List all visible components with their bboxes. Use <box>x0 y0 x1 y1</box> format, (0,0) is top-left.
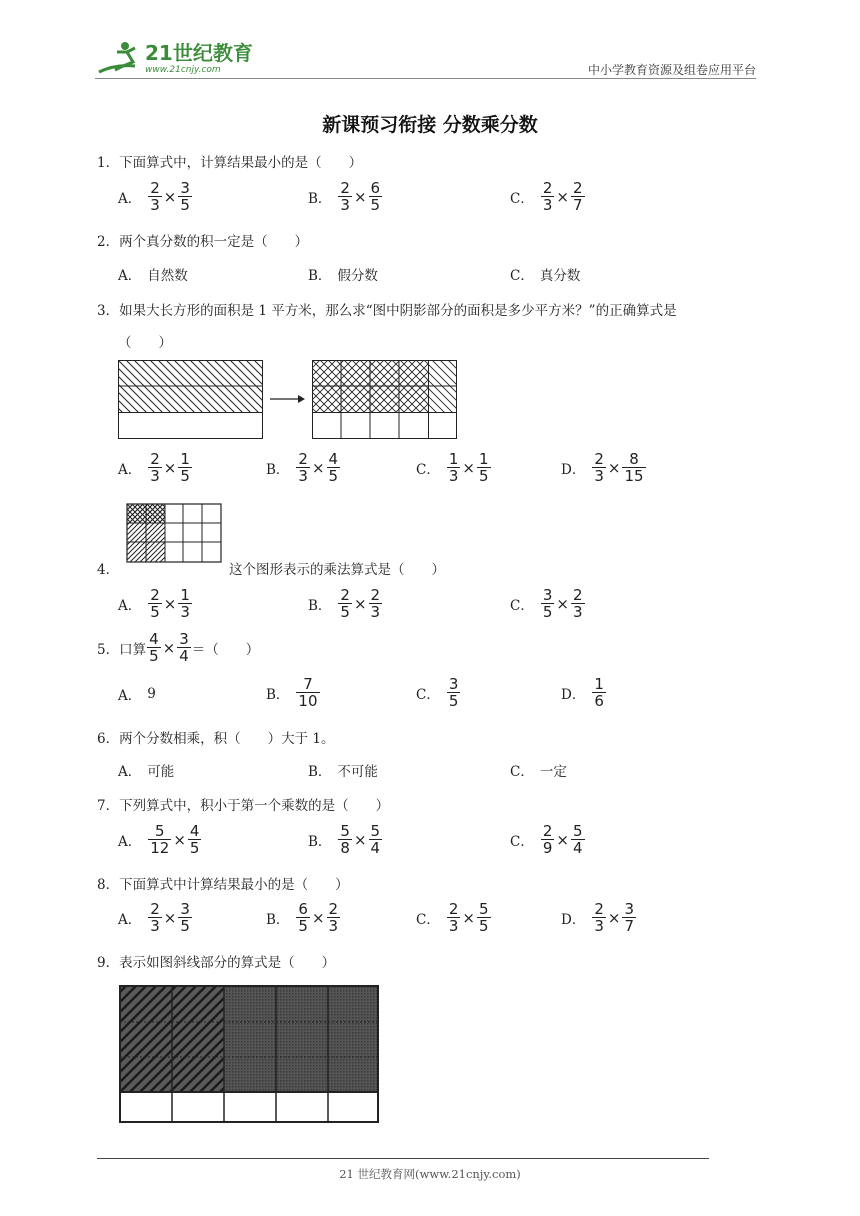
option-label: C． <box>510 190 534 207</box>
fraction: $\frac{2}{3}$ <box>542 179 553 214</box>
q7-option-b[interactable]: B． $\frac{5}{8}$ × $\frac{5}{4}$ <box>308 822 381 857</box>
q2-option-b[interactable]: B． 假分数 <box>308 268 378 284</box>
q4-figure <box>125 502 223 570</box>
q1-option-c[interactable] <box>510 180 586 213</box>
question-2-stem: 2．两个真分数的积一定是（ ） <box>97 234 309 250</box>
q8-option-a[interactable]: A． $\frac{2}{3}$ × $\frac{3}{5}$ <box>118 900 190 935</box>
page-title: 新课预习衔接 分数乘分数 <box>322 114 538 136</box>
question-6-stem: 6．两个分数相乘，积（ ）大于 1。 <box>97 731 335 747</box>
arrow-icon <box>270 390 306 409</box>
question-3-blank: （ ） <box>118 335 172 351</box>
question-4-number: 4． <box>97 562 120 578</box>
q8-option-b[interactable]: B． $\frac{6}{5}$ × $\frac{2}{3}$ <box>266 900 339 935</box>
footer-text[interactable]: 21 世纪教育网(www.21cnjy.com) <box>339 1167 521 1181</box>
header-divider <box>95 78 756 79</box>
q5-option-a[interactable]: A． 9 <box>118 686 156 704</box>
header-platform-text: 中小学教育资源及组卷应用平台 <box>587 63 756 77</box>
q6-option-a[interactable]: A． 可能 <box>118 764 175 780</box>
q1-option-a[interactable] <box>118 180 193 213</box>
question-4-stem: 这个图形表示的乘法算式是（ ） <box>229 562 445 578</box>
q1-option-b[interactable] <box>308 180 383 213</box>
q3-option-b[interactable]: B． $\frac{2}{3}$ × $\frac{4}{5}$ <box>266 450 339 485</box>
q4-option-b[interactable]: B． $\frac{2}{5}$ × $\frac{2}{3}$ <box>308 586 381 621</box>
logo-url: www.21cnjy.com <box>145 65 221 75</box>
site-logo <box>95 36 265 78</box>
q8-option-c[interactable]: C． $\frac{2}{3}$ × $\frac{5}{5}$ <box>416 900 489 935</box>
question-9-stem: 9．表示如图斜线部分的算式是（ ） <box>97 955 336 971</box>
q7-option-c[interactable]: C． $\frac{2}{9}$ × $\frac{5}{4}$ <box>510 822 583 857</box>
times-sign: × <box>556 187 569 206</box>
question-5-stem: 5．口算 $\frac{4}{5}$ × $\frac{3}{4}$ ＝（ ） <box>97 630 260 665</box>
q5-option-d[interactable]: D． $\frac{1}{6}$ <box>561 675 604 710</box>
footer-divider <box>97 1158 709 1159</box>
q7-option-a[interactable]: A． $\frac{5}{12}$ × $\frac{4}{5}$ <box>118 822 200 857</box>
option-label: A． <box>118 190 142 207</box>
fraction: $\frac{6}{5}$ <box>370 179 381 214</box>
question-3-stem: 3．如果大长方形的面积是 1 平方米，那么求“图中阴影部分的面积是多少平方米？”的正确算式是 <box>97 303 677 319</box>
q3-option-c[interactable]: C． $\frac{1}{3}$ × $\frac{1}{5}$ <box>416 450 489 485</box>
fraction: $\frac{2}{3}$ <box>340 179 350 214</box>
fraction: $\frac{2}{3}$ <box>150 179 160 214</box>
q3-option-a[interactable]: A． $\frac{2}{3}$ × $\frac{1}{5}$ <box>118 450 190 485</box>
question-8-stem: 8．下面算式中计算结果最小的是（ ） <box>97 877 349 893</box>
q6-option-b[interactable]: B． 不可能 <box>308 764 378 780</box>
times-sign: × <box>163 187 177 206</box>
q3-figure-left <box>118 360 264 444</box>
logo-text: 21世纪教育 <box>145 41 253 65</box>
fraction: $\frac{2}{7}$ <box>572 179 583 214</box>
q4-option-a[interactable]: A． $\frac{2}{5}$ × $\frac{1}{3}$ <box>118 586 190 621</box>
q2-option-c[interactable]: C． 真分数 <box>510 268 581 284</box>
q5-option-b[interactable]: B． $\frac{7}{10}$ <box>266 675 318 710</box>
q6-option-c[interactable]: C． 一定 <box>510 764 567 780</box>
q4-option-c[interactable]: C． $\frac{3}{5}$ × $\frac{2}{3}$ <box>510 586 583 621</box>
q5-option-c[interactable]: C． $\frac{3}{5}$ <box>416 675 459 710</box>
option-label: B． <box>308 190 332 207</box>
q3-figure-right <box>312 360 458 444</box>
question-7-stem: 7．下列算式中，积小于第一个乘数的是（ ） <box>97 798 390 814</box>
fraction: $\frac{3}{5}$ <box>180 179 190 214</box>
q3-option-d[interactable]: D． $\frac{2}{3}$ × $\frac{8}{15}$ <box>561 450 644 485</box>
times-sign: × <box>353 187 367 206</box>
question-1-stem: 1．下面算式中，计算结果最小的是（ ） <box>97 155 363 171</box>
q8-option-d[interactable]: D． $\frac{2}{3}$ × $\frac{3}{7}$ <box>561 900 634 935</box>
q2-option-a[interactable]: A． 自然数 <box>118 268 188 284</box>
q9-figure <box>118 984 380 1130</box>
